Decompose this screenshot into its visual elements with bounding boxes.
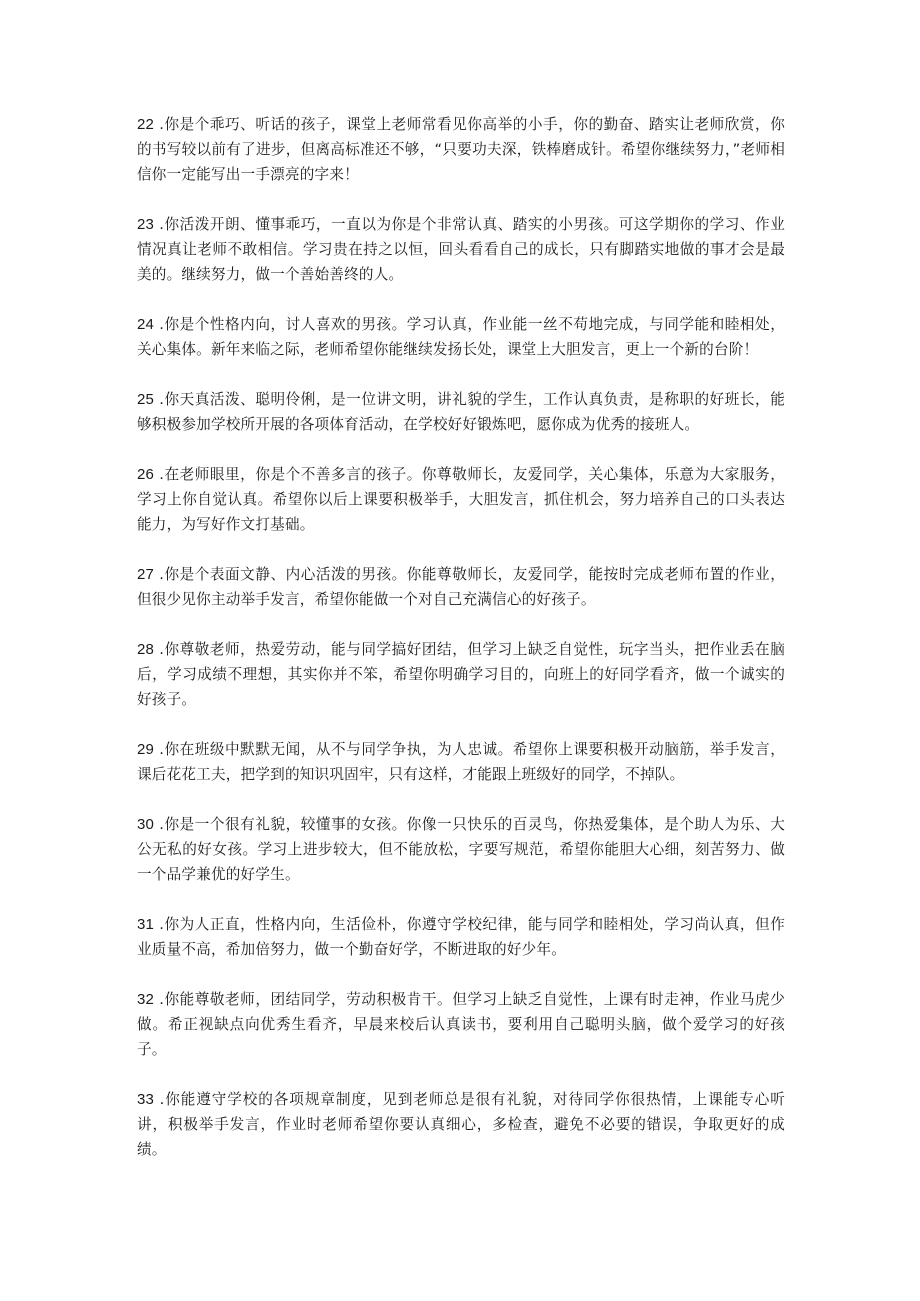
comment-item-23 xyxy=(137,212,785,287)
item-number: 25 xyxy=(137,391,155,408)
item-number: 28 xyxy=(137,641,155,658)
item-number: 23 xyxy=(137,216,155,233)
item-text: .你能尊敬老师，团结同学，劳动积极肯干。但学习上缺乏自觉性，上课有时走神，作业马虎少做。希正视缺点向优秀生看齐，早晨来校后认真读书，要利用自己聪明头脑，做个爱学习的好孩子。 xyxy=(137,991,785,1058)
item-text: .你是个表面文静、内心活泼的男孩。你能尊敬师长，友爱同学，能按时完成老师布置的作业，但很少见你主动举手发言，希望你能做一个对自己充满信心的好孩子。 xyxy=(137,566,785,608)
item-number: 31 xyxy=(137,916,155,933)
comment-item-31 xyxy=(137,912,785,962)
item-number: 30 xyxy=(137,816,155,833)
item-text: .你天真活泼、聪明伶俐，是一位讲文明，讲礼貌的学生，工作认真负责，是称职的好班长，能够积极参加学校所开展的各项体育活动，在学校好好锻炼吧，愿你成为优秀的接班人。 xyxy=(137,391,785,433)
item-text: .你在班级中默默无闻，从不与同学争执，为人忠诚。希望你上课要积极开动脑筋，举手发言，课后花花工夫，把学到的知识巩固牢，只有这样，才能跟上班级好的同学，不掉队。 xyxy=(137,741,785,783)
comment-item-33 xyxy=(137,1087,785,1162)
item-number: 26 xyxy=(137,466,155,483)
item-number: 27 xyxy=(137,566,155,583)
comment-item-29 xyxy=(137,737,785,787)
item-text: .你是个乖巧、听话的孩子，课堂上老师常看见你高举的小手，你的勤奋、踏实让老师欣赏，你的书写较以前有了进步，但离高标准还不够，“只要功夫深，铁棒磨成针。希望你继续努力，”老师相信你一定能写出一手漂亮的字来！ xyxy=(137,116,785,183)
item-text: .你能遵守学校的各项规章制度，见到老师总是很有礼貌，对待同学你很热情，上课能专心听讲，积极举手发言，作业时老师希望你要认真细心，多检查，避免不必要的错误，争取更好的成绩。 xyxy=(137,1091,785,1158)
item-text: .你为人正直，性格内向，生活俭朴，你遵守学校纪律，能与同学和睦相处，学习尚认真，但作业质量不高，希加倍努力，做一个勤奋好学，不断进取的好少年。 xyxy=(137,916,785,958)
item-text: .你尊敬老师，热爱劳动，能与同学搞好团结，但学习上缺乏自觉性，玩字当头，把作业丢在脑后，学习成绩不理想，其实你并不笨，希望你明确学习目的，向班上的好同学看齐，做一个诚实的好孩子。 xyxy=(137,641,785,708)
comment-item-32 xyxy=(137,987,785,1062)
comment-item-27 xyxy=(137,562,785,612)
item-text: .在老师眼里，你是个不善多言的孩子。你尊敬师长，友爱同学，关心集体，乐意为大家服务，学习上你自觉认真。希望你以后上课要积极举手，大胆发言，抓住机会，努力培养自己的口头表达能力，为写好作文打基础。 xyxy=(137,466,785,533)
item-text: .你是一个很有礼貌，较懂事的女孩。你像一只快乐的百灵鸟，你热爱集体，是个助人为乐、大公无私的好女孩。学习上进步较大，但不能放松，字要写规范，希望你能胆大心细，刻苦努力、做一个品学兼优的好学生。 xyxy=(137,816,785,883)
comment-item-30 xyxy=(137,812,785,887)
item-number: 24 xyxy=(137,316,155,333)
item-number: 33 xyxy=(137,1091,155,1108)
item-text: .你是个性格内向，讨人喜欢的男孩。学习认真，作业能一丝不苟地完成，与同学能和睦相处，关心集体。新年来临之际，老师希望你能继续发扬长处，课堂上大胆发言，更上一个新的台阶！ xyxy=(137,316,785,358)
item-number: 29 xyxy=(137,741,155,758)
comment-item-26 xyxy=(137,462,785,537)
comment-item-25 xyxy=(137,387,785,437)
comment-item-24 xyxy=(137,312,785,362)
comment-list xyxy=(137,112,785,1187)
comment-item-28 xyxy=(137,637,785,712)
item-number: 32 xyxy=(137,991,155,1008)
item-number: 22 xyxy=(137,116,155,133)
comment-item-22 xyxy=(137,112,785,187)
item-text: .你活泼开朗、懂事乖巧，一直以为你是个非常认真、踏实的小男孩。可这学期你的学习、作业情况真让老师不敢相信。学习贵在持之以恒，回头看看自己的成长，只有脚踏实地做的事才会是最美的。继续努力，做一个善始善终的人。 xyxy=(137,216,785,283)
